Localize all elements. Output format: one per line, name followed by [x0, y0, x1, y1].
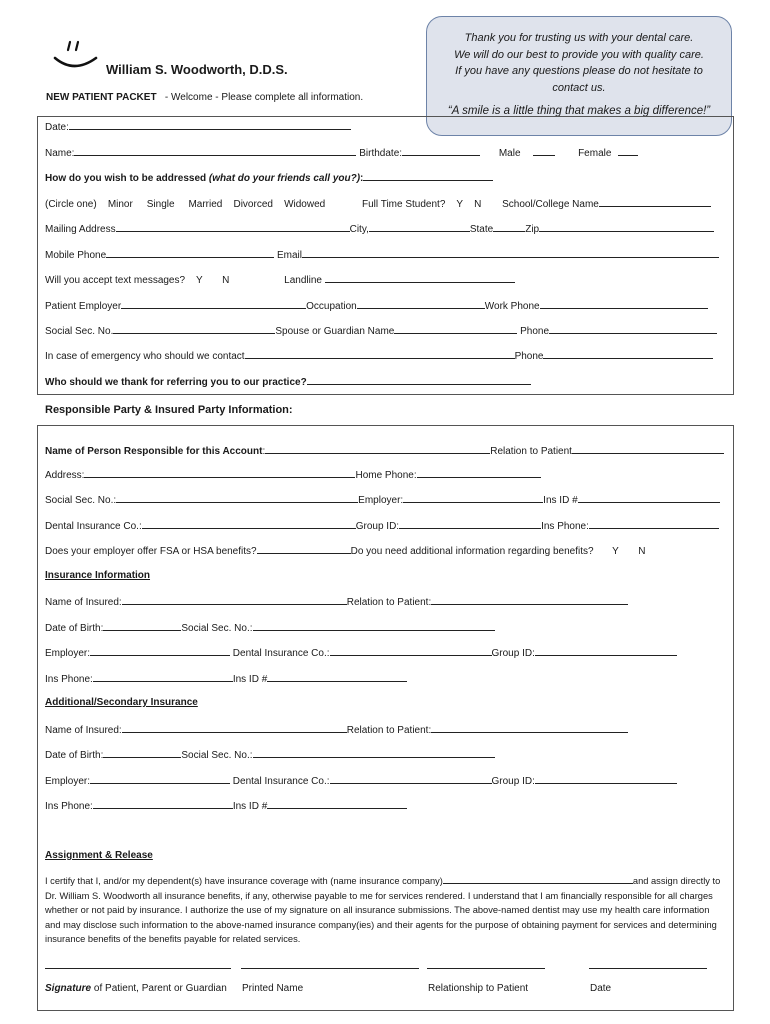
sec-phone-field[interactable]	[93, 799, 233, 809]
sec-name-label: Name of Insured:	[45, 725, 122, 736]
date-field[interactable]	[69, 120, 351, 130]
secondary-insurance-title: Additional/Secondary Insurance	[45, 697, 198, 708]
referral-field[interactable]	[307, 375, 531, 385]
smile-logo	[52, 34, 102, 74]
name-label: Name:	[45, 148, 75, 159]
resp-group-field[interactable]	[399, 519, 541, 529]
landline-label: Landline	[284, 275, 322, 286]
packet-subtitle: - Welcome - Please complete all information.	[164, 92, 364, 103]
emergency-phone-field[interactable]	[543, 349, 713, 359]
referral-label: Who should we thank for referring you to our practice?	[45, 377, 307, 388]
responsible-field[interactable]	[265, 444, 490, 454]
sec-ssn-label: Social Sec. No.:	[181, 750, 253, 761]
ins-dob-row	[45, 621, 495, 634]
sec-name-row	[45, 723, 628, 736]
ins-phone-row	[45, 672, 407, 685]
date-label: Date:	[45, 122, 69, 133]
texts-no[interactable]: N	[222, 275, 230, 286]
fsa-field[interactable]	[257, 544, 351, 554]
mailing-field[interactable]	[116, 222, 350, 232]
landline-field[interactable]	[325, 273, 515, 283]
option-minor[interactable]: Minor	[107, 199, 133, 210]
resp-ins-phone-label: Ins Phone:	[541, 521, 589, 532]
resp-group-label: Group ID:	[355, 521, 400, 532]
packet-title: NEW PATIENT PACKET	[46, 92, 157, 103]
mobile-label: Mobile Phone	[45, 250, 107, 261]
employer-field[interactable]	[121, 299, 306, 309]
sec-employer-field[interactable]	[90, 774, 230, 784]
responsible-section-title: Responsible Party & Insured Party Information:	[45, 404, 293, 416]
fsa-row	[45, 544, 646, 557]
city-field[interactable]	[369, 222, 470, 232]
addressed-row	[45, 171, 493, 184]
resp-employer-field[interactable]	[403, 493, 543, 503]
fulltime-yes[interactable]: Y	[456, 199, 463, 210]
callout-quote: “A smile is a little thing that makes a big difference!”	[447, 105, 711, 117]
work-phone-field[interactable]	[540, 299, 708, 309]
addressed-label-italic: (what do your friends call you?)	[208, 173, 361, 184]
date-line[interactable]	[589, 968, 707, 969]
callout-line: Thank you for trusting us with your dental care.	[464, 32, 694, 44]
texts-row	[45, 273, 515, 286]
printed-name-line[interactable]	[241, 968, 419, 969]
employer-row	[45, 299, 708, 312]
option-single[interactable]: Single	[146, 199, 175, 210]
resp-ins-phone-field[interactable]	[589, 519, 719, 529]
state-field[interactable]	[493, 222, 525, 232]
male-field[interactable]	[533, 146, 555, 156]
packet-heading	[46, 92, 363, 103]
ins-name-label: Name of Insured:	[45, 597, 122, 608]
sec-group-field[interactable]	[535, 774, 677, 784]
ins-id-field[interactable]	[267, 672, 407, 682]
birthdate-label: Birthdate:	[359, 148, 403, 159]
resp-ssn-field[interactable]	[116, 493, 358, 503]
sec-group-label: Group ID:	[491, 776, 535, 787]
responsible-label: Name of Person Responsible for this Account	[45, 446, 263, 457]
state-label: State	[469, 224, 494, 235]
additional-info-label: Do you need additional information regarding benefits?	[350, 546, 594, 557]
ins-dental-field[interactable]	[330, 646, 492, 656]
ins-name-field[interactable]	[122, 595, 347, 605]
assignment-text-rest: and assign directly to Dr. William S. Woodworth all insurance benefits, if any, otherwise payable to me for services rendered. I understand that I am financially responsible for all charges whether or not paid by insurance. I authorize the use of my signature on all insurance submissions. The above-named dentist may use my health care information and may disclose such information to the above-named insurance company(ies) and their agents for the purpose of obtaining payment for services and determining insurance benefits of the benefits payable for related services.	[45, 876, 721, 944]
sec-relation-field[interactable]	[431, 723, 628, 733]
sec-employer-label: Employer:	[45, 776, 91, 787]
ins-name-row	[45, 595, 628, 608]
occupation-field[interactable]	[357, 299, 485, 309]
ins-id-label: Ins ID #	[232, 674, 268, 685]
date-row	[45, 120, 351, 133]
signature-date-label: Date	[590, 983, 612, 994]
work-phone-label: Work Phone	[484, 301, 540, 312]
sec-id-field[interactable]	[267, 799, 407, 809]
assignment-title: Assignment & Release	[45, 850, 153, 861]
sec-dob-label: Date of Birth:	[45, 750, 104, 761]
zip-field[interactable]	[539, 222, 714, 232]
printed-name-label: Printed Name	[242, 983, 304, 994]
city-label: City,	[349, 224, 369, 235]
emergency-row	[45, 349, 713, 362]
spouse-field[interactable]	[394, 324, 517, 334]
assignment-text-start: I certify that I, and/or my dependent(s) have insurance coverage with (name insurance company)	[45, 876, 443, 886]
signature-label	[45, 983, 227, 994]
signature-word: Signature	[45, 983, 92, 994]
school-label: School/College Name	[502, 199, 599, 210]
resp-ssn-label: Social Sec. No.:	[45, 495, 117, 506]
sec-phone-label: Ins Phone:	[45, 801, 93, 812]
sec-relation-label: Relation to Patient:	[346, 725, 432, 736]
status-row	[45, 197, 711, 210]
addressed-label: How do you wish to be addressed	[45, 173, 209, 184]
spouse-phone-field[interactable]	[549, 324, 717, 334]
callout-line: If you have any questions please do not hesitate to	[455, 65, 703, 77]
resp-ins-id-label: Ins ID #	[543, 495, 578, 506]
fulltime-label: Full Time Student?	[362, 199, 446, 210]
sec-dob-row	[45, 748, 495, 761]
resp-ssn-row	[45, 493, 720, 506]
ins-relation-field[interactable]	[431, 595, 628, 605]
ssn-field[interactable]	[113, 324, 275, 334]
additional-info-yes[interactable]: Y	[612, 546, 619, 557]
option-married[interactable]: Married	[188, 199, 223, 210]
ins-group-field[interactable]	[535, 646, 677, 656]
sec-name-field[interactable]	[122, 723, 347, 733]
ins-employer-row	[45, 646, 677, 659]
birthdate-field[interactable]	[402, 146, 480, 156]
employer-label: Patient Employer	[45, 301, 122, 312]
sec-employer-row	[45, 774, 677, 787]
address-row	[45, 468, 541, 481]
referral-row	[45, 375, 531, 388]
resp-employer-label: Employer:	[358, 495, 404, 506]
home-phone-label: Home Phone:	[355, 470, 417, 481]
option-divorced[interactable]: Divorced	[233, 199, 273, 210]
name-row	[45, 146, 638, 159]
signature-rest: of Patient, Parent or Guardian	[91, 983, 227, 994]
callout-line: We will do our best to provide you with quality care.	[454, 48, 704, 61]
mailing-label: Mailing Address	[45, 224, 116, 235]
mobile-field[interactable]	[106, 248, 274, 258]
emergency-label: In case of emergency who should we contact	[45, 351, 245, 362]
name-field[interactable]	[74, 146, 356, 156]
insurance-company-field[interactable]	[443, 875, 633, 884]
responsible-colon: :	[262, 446, 266, 457]
male-label: Male	[498, 148, 521, 159]
school-field[interactable]	[599, 197, 711, 207]
resp-dental-row	[45, 519, 719, 532]
emergency-field[interactable]	[245, 349, 515, 359]
female-field[interactable]	[618, 146, 638, 156]
ins-dob-label: Date of Birth:	[45, 623, 104, 634]
addressed-field[interactable]	[363, 171, 493, 181]
responsible-row	[45, 444, 724, 457]
ins-dob-field[interactable]	[103, 621, 181, 631]
signature-line[interactable]	[45, 968, 231, 969]
address-label: Address:	[45, 470, 85, 481]
resp-ins-id-field[interactable]	[578, 493, 720, 503]
relationship-label: Relationship to Patient	[428, 983, 529, 994]
mobile-row	[45, 248, 719, 261]
relation-label: Relation to Patient	[490, 446, 572, 457]
ins-ssn-field[interactable]	[253, 621, 495, 631]
ins-phone-field[interactable]	[93, 672, 233, 682]
fsa-label: Does your employer offer FSA or HSA benefits?	[45, 546, 257, 557]
ins-phone-label: Ins Phone:	[45, 674, 93, 685]
sec-id-label: Ins ID #	[232, 801, 268, 812]
doctor-name: William S. Woodworth, D.D.S.	[106, 62, 288, 77]
addressed-colon: :	[360, 173, 364, 184]
relationship-line[interactable]	[427, 968, 545, 969]
ins-group-label: Group ID:	[491, 648, 535, 659]
ins-relation-label: Relation to Patient:	[346, 597, 432, 608]
callout-line: contact us.	[552, 81, 606, 94]
assignment-paragraph	[45, 874, 721, 947]
ssn-row	[45, 324, 717, 337]
circle-one-label: (Circle one)	[45, 199, 97, 210]
mailing-row	[45, 222, 714, 235]
texts-label: Will you accept text messages?	[45, 275, 186, 286]
email-field[interactable]	[302, 248, 719, 258]
resp-dental-field[interactable]	[142, 519, 356, 529]
additional-info-no[interactable]: N	[638, 546, 646, 557]
ins-ssn-label: Social Sec. No.:	[181, 623, 253, 634]
ins-employer-field[interactable]	[90, 646, 230, 656]
zip-label: Zip	[525, 224, 540, 235]
female-label: Female	[578, 148, 612, 159]
relation-field[interactable]	[572, 444, 724, 454]
email-label: Email	[276, 250, 302, 261]
option-widowed[interactable]: Widowed	[284, 199, 326, 210]
sec-phone-row	[45, 799, 407, 812]
fulltime-no[interactable]: N	[474, 199, 482, 210]
spouse-label: Spouse or Guardian Name	[275, 326, 395, 337]
resp-dental-label: Dental Insurance Co.:	[45, 521, 142, 532]
address-field[interactable]	[84, 468, 355, 478]
texts-yes[interactable]: Y	[196, 275, 203, 286]
emergency-phone-label: Phone	[514, 351, 544, 362]
occupation-label: Occupation	[306, 301, 357, 312]
ins-employer-label: Employer:	[45, 648, 91, 659]
ins-dental-label: Dental Insurance Co.:	[232, 648, 330, 659]
insurance-info-title: Insurance Information	[45, 570, 151, 581]
home-phone-field[interactable]	[417, 468, 541, 478]
ssn-label: Social Sec. No.	[45, 326, 114, 337]
spouse-phone-label: Phone	[520, 326, 550, 337]
sec-ssn-field[interactable]	[253, 748, 495, 758]
sec-dob-field[interactable]	[103, 748, 181, 758]
sec-dental-field[interactable]	[330, 774, 492, 784]
sec-dental-label: Dental Insurance Co.:	[232, 776, 330, 787]
